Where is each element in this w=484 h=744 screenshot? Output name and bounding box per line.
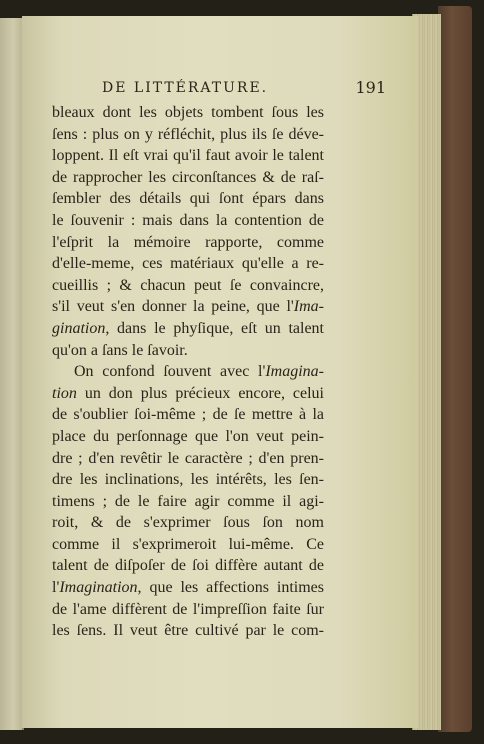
text-line: cueillis ; & chacun peut ſe convaincre,: [52, 276, 324, 294]
text-line: tion un don plus précieux encore, celui: [52, 384, 324, 402]
text-line: ſens : plus on y réfléchit, plus ils ſe déve-: [52, 125, 324, 143]
text-line: d'elle-meme, ces matériaux qu'elle a re-: [52, 255, 324, 273]
text-line: gination, dans le phyſique, eſt un talent: [52, 319, 324, 337]
text-line: place du perſonnage que l'on veut pein-: [52, 427, 324, 445]
text-line: talent de diſpoſer de ſoi diffère autant de: [52, 557, 324, 575]
page-number: 191: [355, 78, 386, 97]
text-line: loppent. Il eſt vrai qu'il faut avoir le talent: [52, 147, 324, 165]
text-line: les ſens. Il veut être cultivé par le com-: [52, 622, 324, 640]
body-text: [52, 102, 324, 642]
running-title: DE LITTÉRATURE.: [102, 80, 269, 96]
text-line: timens ; de le faire agir comme il agi-: [52, 492, 324, 510]
text-line: bleaux dont les objets tombent ſous les: [52, 104, 324, 121]
facing-page-edge: [0, 18, 24, 730]
text-line: de rapprocher les circonſtances & de raſ-: [52, 168, 324, 186]
page-header: [102, 80, 392, 100]
text-line: s'il veut s'en donner la peine, que l'Ima-: [52, 298, 324, 316]
text-line: ſembler des détails qui ſont épars dans: [52, 190, 324, 208]
text-line: comme il s'exprimeroit lui-même. Ce: [52, 535, 324, 553]
text-line: dre les inclinations, les intérêts, les ſen-: [52, 471, 324, 489]
text-line: l'Imagination, que les affections intimes: [52, 579, 324, 597]
text-line: de s'oublier ſoi-même ; de ſe mettre à la: [52, 406, 324, 424]
text-line: qu'on a ſans le ſavoir.: [52, 341, 188, 359]
text-line: l'eſprit la mémoire rapporte, comme: [52, 233, 324, 251]
text-line: On confond ſouvent avec l'Imagina-: [74, 363, 324, 381]
text-line: le ſouvenir : mais dans la contention de: [52, 211, 324, 229]
text-line: de l'ame diffèrent de l'impreſſion faite ſur: [52, 600, 324, 618]
text-line: roit, & de s'exprimer ſous ſon nom: [52, 514, 324, 532]
text-line: dre ; d'en revêtir le caractère ; d'en pren-: [52, 449, 324, 467]
book-cover-board: [438, 6, 472, 732]
